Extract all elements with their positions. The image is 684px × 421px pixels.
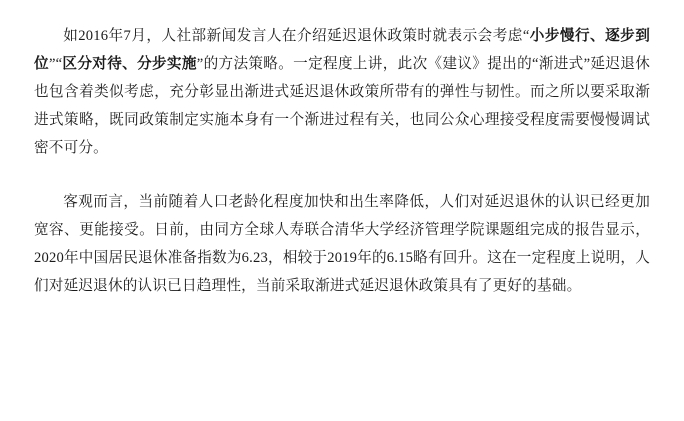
body-text: ”“ [48,56,63,72]
emphasized-text: 区分对待、分步实施 [62,56,197,72]
document-body [34,22,650,300]
emphasized-text: 小步慢行、逐步到位 [34,28,651,72]
paragraph-2 [34,188,650,300]
paragraph-1 [34,22,650,162]
body-text: 客观而言，当前随着人口老龄化程度加快和出生率降低，人们对延迟退休的认识已经更加宽容、更能接受。日前，由同方全球人寿联合清华大学经济管理学院课题组完成的报告显示，2020年中国居民退休准备指数为6.23，相较于2019年的6.15略有回升。这在一定程度上说明，人们对延迟退休的认识已日趋理性，当前采取渐进式延迟退休政策具有了更好的基础。 [34,194,650,294]
body-text: 如2016年7月，人社部新闻发言人在介绍延迟退休政策时就表示会考虑“ [63,28,530,44]
body-text: ”的方法策略。一定程度上讲，此次《建议》提出的“渐进式”延迟退休也包含着类似考虑，充分彰显出渐进式延迟退休政策所带有的弹性与韧性。而之所以要采取渐进式策略，既同政策制定实施本身有一个渐进过程有关，也同公众心理接受程度需要慢慢调试密不可分。 [34,56,650,156]
